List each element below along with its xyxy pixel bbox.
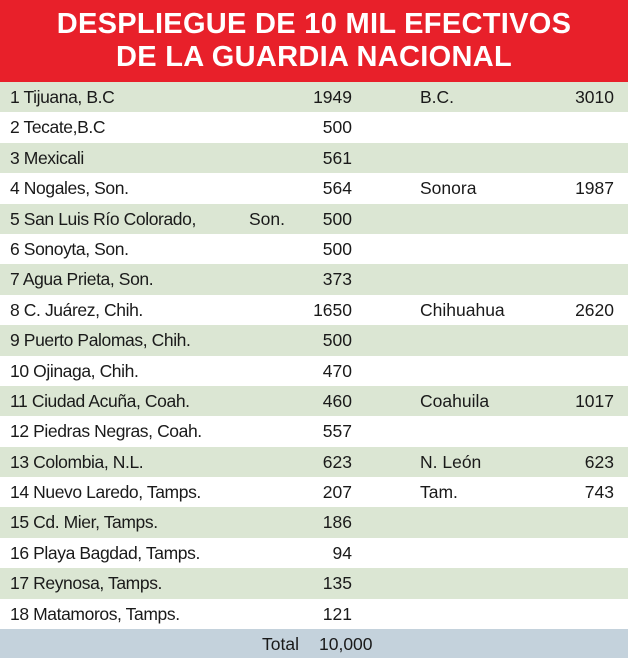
state-label: Sonora xyxy=(420,178,477,199)
table-row xyxy=(0,416,628,446)
state-label: Tam. xyxy=(420,482,458,503)
city-value: 623 xyxy=(322,451,352,472)
city-label: 5 San Luis Río Colorado, xyxy=(10,208,196,229)
table-row xyxy=(0,82,628,112)
state-label: B.C. xyxy=(420,87,455,107)
table-row xyxy=(0,507,628,537)
city-value: 500 xyxy=(322,208,352,229)
title-line-1: DESPLIEGUE DE 10 MIL EFECTIVOS xyxy=(56,8,572,40)
table-row xyxy=(0,325,628,355)
city-value: 557 xyxy=(322,421,352,442)
city-label: 11 Ciudad Acuña, Coah. xyxy=(10,390,190,411)
total-row xyxy=(0,629,628,658)
table-row xyxy=(0,234,628,264)
table-row xyxy=(0,386,628,416)
city-label: 3 Mexicali xyxy=(10,147,84,168)
city-value: 561 xyxy=(322,147,352,168)
city-value: 1650 xyxy=(313,299,352,320)
city-label-suffix: Son. xyxy=(249,208,285,229)
table-row xyxy=(0,173,628,203)
state-value: 3010 xyxy=(575,87,614,107)
city-value: 564 xyxy=(322,178,352,199)
title-line-2: DE LA GUARDIA NACIONAL xyxy=(116,41,512,73)
city-label: 14 Nuevo Laredo, Tamps. xyxy=(10,482,201,503)
city-label: 7 Agua Prieta, Son. xyxy=(10,269,154,290)
table-row xyxy=(0,477,628,507)
city-label: 10 Ojinaga, Chih. xyxy=(10,360,139,381)
table-row xyxy=(0,143,628,173)
title-banner xyxy=(0,0,628,82)
city-value: 135 xyxy=(322,573,352,594)
table-row xyxy=(0,356,628,386)
city-value: 500 xyxy=(322,117,352,138)
city-value: 373 xyxy=(322,269,352,290)
state-value: 623 xyxy=(584,451,614,472)
city-label: 18 Matamoros, Tamps. xyxy=(10,603,180,624)
city-label: 17 Reynosa, Tamps. xyxy=(10,573,163,594)
table-row xyxy=(0,568,628,598)
state-value: 1017 xyxy=(575,390,614,411)
city-label: 8 C. Juárez, Chih. xyxy=(10,299,143,320)
deployment-table xyxy=(0,82,628,658)
table-row xyxy=(0,204,628,234)
table-row xyxy=(0,447,628,477)
city-label: 9 Puerto Palomas, Chih. xyxy=(10,330,191,351)
table-row xyxy=(0,599,628,629)
city-label: 15 Cd. Mier, Tamps. xyxy=(10,512,158,533)
city-value: 186 xyxy=(322,512,352,533)
city-value: 94 xyxy=(332,542,352,563)
city-label: 6 Sonoyta, Son. xyxy=(10,238,129,259)
total-value: 10,000 xyxy=(319,634,373,655)
table-row xyxy=(0,295,628,325)
city-value: 1949 xyxy=(313,87,352,107)
city-label: 4 Nogales, Son. xyxy=(10,178,129,199)
city-label: 12 Piedras Negras, Coah. xyxy=(10,421,202,442)
state-value: 1987 xyxy=(575,178,614,199)
city-value: 121 xyxy=(322,603,352,624)
state-value: 743 xyxy=(584,482,614,503)
table-row xyxy=(0,264,628,294)
city-value: 500 xyxy=(322,238,352,259)
state-value: 2620 xyxy=(575,299,614,320)
table-row xyxy=(0,112,628,142)
state-label: N. León xyxy=(420,451,482,472)
state-label: Chihuahua xyxy=(420,299,505,320)
city-value: 470 xyxy=(322,360,352,381)
city-value: 460 xyxy=(322,390,352,411)
total-label: Total xyxy=(262,634,299,655)
city-label: 2 Tecate,B.C xyxy=(10,117,106,138)
state-label: Coahuila xyxy=(420,390,490,411)
city-value: 500 xyxy=(322,330,352,351)
table-row xyxy=(0,538,628,568)
city-label: 1 Tijuana, B.C xyxy=(10,87,115,107)
city-label: 16 Playa Bagdad, Tamps. xyxy=(10,542,200,563)
city-label: 13 Colombia, N.L. xyxy=(10,451,144,472)
city-value: 207 xyxy=(322,482,352,503)
